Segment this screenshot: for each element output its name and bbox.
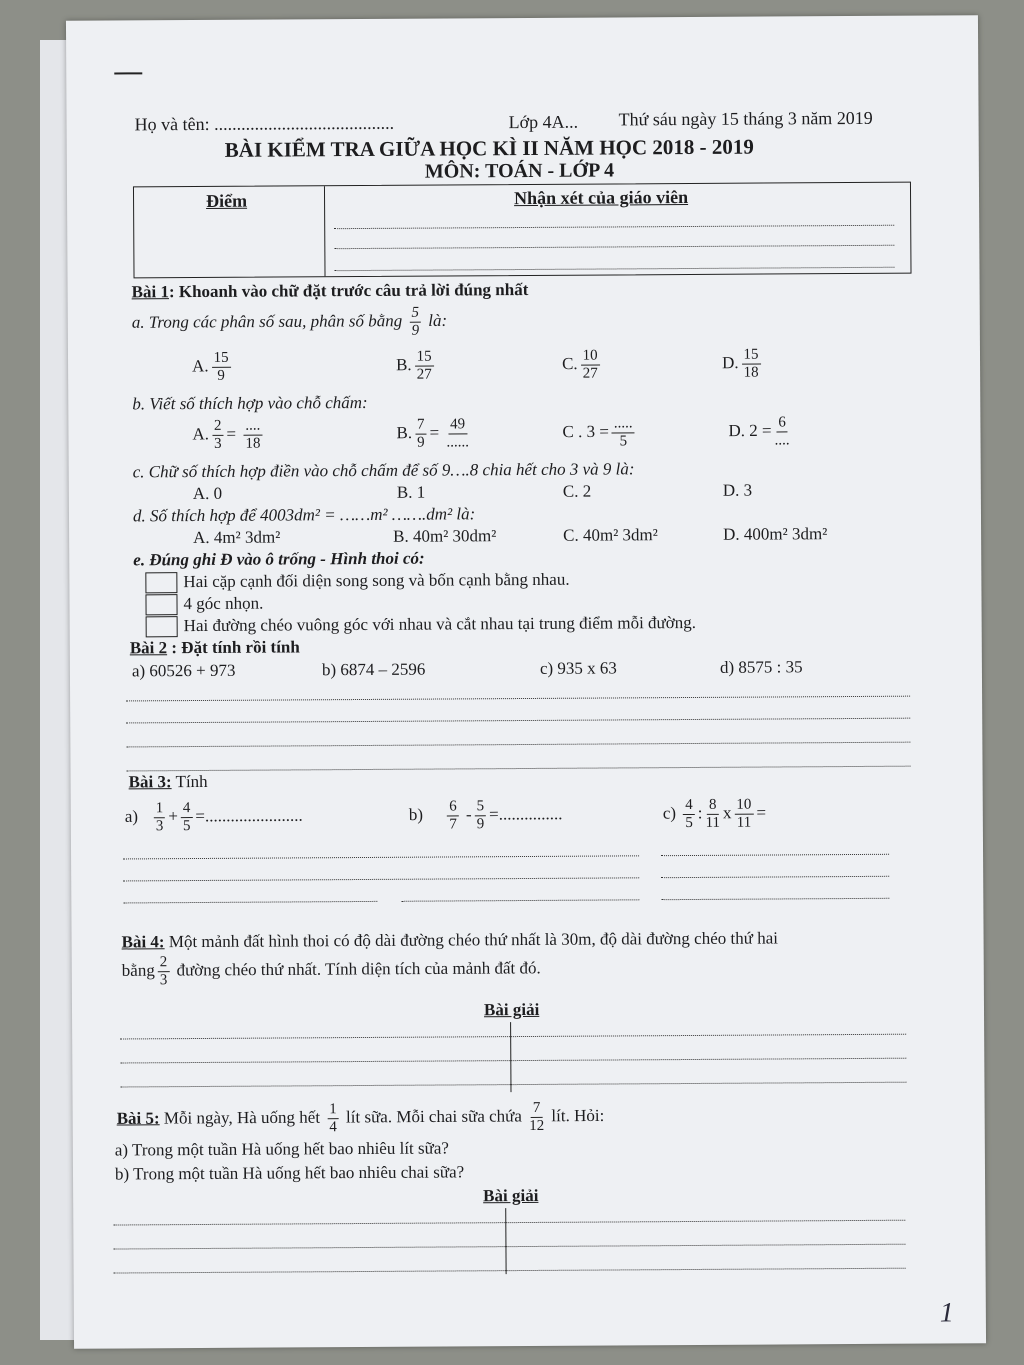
- bai4-text-line1: Bài 4: Một mảnh đất hình thoi có độ dài đường chéo thứ nhất là 30m, độ dài đường chéo thứ hai: [121, 928, 778, 952]
- bai2-item-b: b) 6874 – 2596: [321, 659, 426, 680]
- comment-header: Nhận xét của giáo viên: [513, 187, 689, 209]
- bai1-d-option-d[interactable]: D. 400m² 3dm²: [723, 524, 828, 544]
- bai5-solution-divider: [505, 1208, 506, 1274]
- bai1-e-prompt: e. Đúng ghi Đ vào ô trống - Hình thoi có:: [133, 548, 425, 570]
- bai5-text: Bài 5: Mỗi ngày, Hà uống hết $\frac{1}{4}$ lít sữa. Mỗi chai sữa chứa $\frac{7}{12}$ lít. Hỏi:: [116, 1099, 605, 1136]
- bai1-b-option-c[interactable]: C . 3 = $\frac{.....}{5}$: [562, 415, 637, 450]
- bai1-d-option-a[interactable]: A. 4m² 3dm²: [193, 527, 281, 548]
- bai1-c-option-b[interactable]: B. 1: [396, 482, 426, 502]
- bai2-item-c: c) 935 x 63: [539, 658, 617, 678]
- bai1-b-option-d[interactable]: D. 2 = $\frac{6}{....}$: [728, 414, 790, 449]
- exam-title: BÀI KIỂM TRA GIỮA HỌC KÌ II NĂM HỌC 2018 - 2019: [224, 134, 754, 162]
- score-table: [133, 182, 912, 279]
- bai1-e-checkbox-3[interactable]: [146, 616, 178, 637]
- bai1-e-item-3: Hai đường chéo vuông góc với nhau và cắt nhau tại trung điểm mỗi đường.: [183, 612, 697, 636]
- exam-sheet: [66, 15, 986, 1349]
- bai1-a-option-b[interactable]: B. $\frac{15}{27}$: [396, 348, 432, 383]
- bai5-question-a: a) Trong một tuần Hà uống hết bao nhiêu lít sữa?: [114, 1138, 449, 1160]
- bai1-e-item-1: Hai cặp cạnh đối diện song song và bốn cạnh bằng nhau.: [183, 569, 570, 592]
- bai4-text-line2: bằng $\frac{2}{3}$ đường chéo thứ nhất. Tính diện tích của mảnh đất đó.: [121, 954, 541, 989]
- bai4-solution-divider: [510, 1022, 511, 1092]
- bai5-question-b: b) Trong một tuần Hà uống hết bao nhiêu chai sữa?: [114, 1162, 465, 1184]
- bai1-e-item-2: 4 góc nhọn.: [183, 593, 264, 614]
- bai2-item-d: d) 8575 : 35: [719, 657, 803, 677]
- bai1-a-option-d[interactable]: D. $\frac{15}{18}$: [721, 346, 759, 381]
- bai2-item-a: a) 60526 + 973: [131, 660, 236, 681]
- class-field: Lớp 4A...: [508, 111, 579, 133]
- exam-date: Thứ sáu ngày 15 tháng 3 năm 2019: [618, 107, 873, 130]
- bai3-item-c: c) $\frac{4}{5}$ : $\frac{8}{11}$ x $\frac{10}{11}$ =: [662, 796, 767, 832]
- bai1-c-prompt: c. Chữ số thích hợp điền vào chỗ chấm để số 9….8 chia hết cho 3 và 9 là:: [132, 459, 635, 482]
- bai1-a-option-c[interactable]: C. $\frac{10}{27}$: [561, 347, 598, 382]
- bai5-solution-label: Bài giải: [483, 1185, 539, 1206]
- bai1-e-checkbox-1[interactable]: [145, 572, 177, 593]
- bai1-b-option-a[interactable]: A. $\frac{2}{3}$ = $\frac{....}{18}$: [192, 417, 261, 452]
- exam-subject: MÔN: TOÁN - LỚP 4: [424, 159, 615, 183]
- bai3-item-a: a) $\frac{1}{3}$ + $\frac{4}{5}$ =.......................: [124, 800, 303, 835]
- bai1-a-option-a[interactable]: A. $\frac{15}{9}$: [192, 350, 234, 385]
- bai1-d-option-c[interactable]: C. 40m² 3dm²: [563, 525, 658, 545]
- name-field: Họ và tên: ........................................: [134, 112, 395, 135]
- bai3-heading: Bài 3: Tính: [128, 771, 208, 792]
- bai1-e-checkbox-2[interactable]: [145, 594, 177, 615]
- bai1-d-option-b[interactable]: B. 40m² 30dm²: [393, 526, 497, 546]
- pen-mark: [114, 72, 142, 74]
- bai1-heading: Bài 1: Khoanh vào chữ đặt trước câu trả lời đúng nhất: [131, 279, 529, 302]
- page-number: 1: [939, 1297, 954, 1329]
- bai1-c-option-a[interactable]: A. 0: [192, 483, 223, 504]
- bai1-b-prompt: b. Viết số thích hợp vào chỗ chấm:: [132, 392, 368, 414]
- score-header: Điểm: [205, 190, 248, 211]
- bai1-d-prompt: d. Số thích hợp để 4003dm² = ……m² …….dm² là:: [132, 504, 476, 526]
- bai1-c-option-c[interactable]: C. 2: [562, 481, 592, 501]
- bai1-b-option-b[interactable]: B. $\frac{7}{9}$ = $\frac{49}{......}$: [396, 416, 470, 451]
- bai1-c-option-d[interactable]: D. 3: [722, 480, 753, 500]
- bai3-item-b: b) $\frac{6}{7}$ - $\frac{5}{9}$ =...............: [408, 798, 563, 833]
- bai4-solution-label: Bài giải: [483, 999, 540, 1020]
- bai2-heading: Bài 2 : Đặt tính rồi tính: [129, 637, 300, 658]
- bai1-a-prompt: a. Trong các phân số sau, phân số bằng $\frac{5}{9}$ là:: [131, 304, 448, 339]
